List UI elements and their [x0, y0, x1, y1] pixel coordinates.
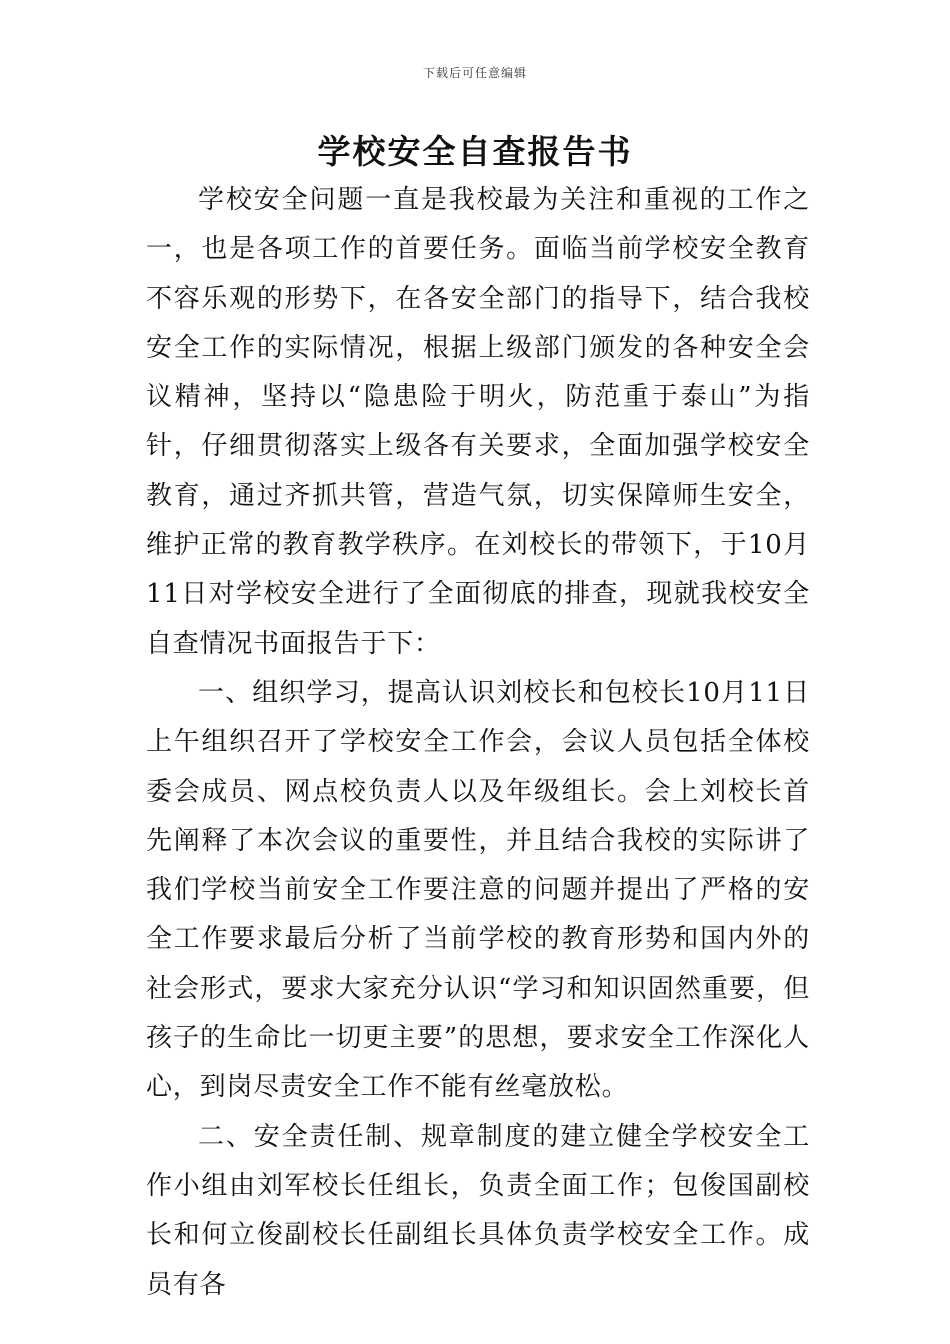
paragraph-intro: 学校安全问题一直是我校最为关注和重视的工作之一，也是各项工作的首要任务。面临当前学校安全教育不容乐观的形势下，在各安全部门的指导下，结合我校安全工作的实际情况，根据上级部门颁发的各种安全会议精神，坚持以“隐患险于明火，防范重于泰山”为指针，仔细贯彻落实上级各有关要求，全面加强学校安全教育，通过齐抓共管，营造气氛，切实保障师生安全，维护正常的教育教学秩序。在刘校长的带领下，于10月11日对学校安全进行了全面彻底的排查，现就我校安全自查情况书面报告于下：: [146, 185, 810, 659]
header-note: 下载后可任意编辑: [422, 66, 527, 80]
page-title: 学校安全自查报告书: [317, 132, 633, 171]
paragraph-section-two: 二、安全责任制、规章制度的建立健全学校安全工作小组由刘军校长任组长，负责全面工作；包俊国副校长和何立俊副校长任副组长具体负责学校安全工作。成员有各: [146, 1121, 810, 1300]
document-body: [146, 176, 810, 1310]
paragraph-section-one: 一、组织学习，提高认识刘校长和包校长10月11日上午组织召开了学校安全工作会，会议人员包括全体校委会成员、网点校负责人以及年级组长。会上刘校长首先阐释了本次会议的重要性，并且结合我校的实际讲了我们学校当前安全工作要注意的问题并提出了严格的安全工作要求最后分析了当前学校的教育形势和国内外的社会形式，要求大家充分认识“学习和知识固然重要，但孩子的生命比一切更主要”的思想，要求安全工作深化人心，到岗尽责安全工作不能有丝毫放松。: [146, 677, 810, 1103]
